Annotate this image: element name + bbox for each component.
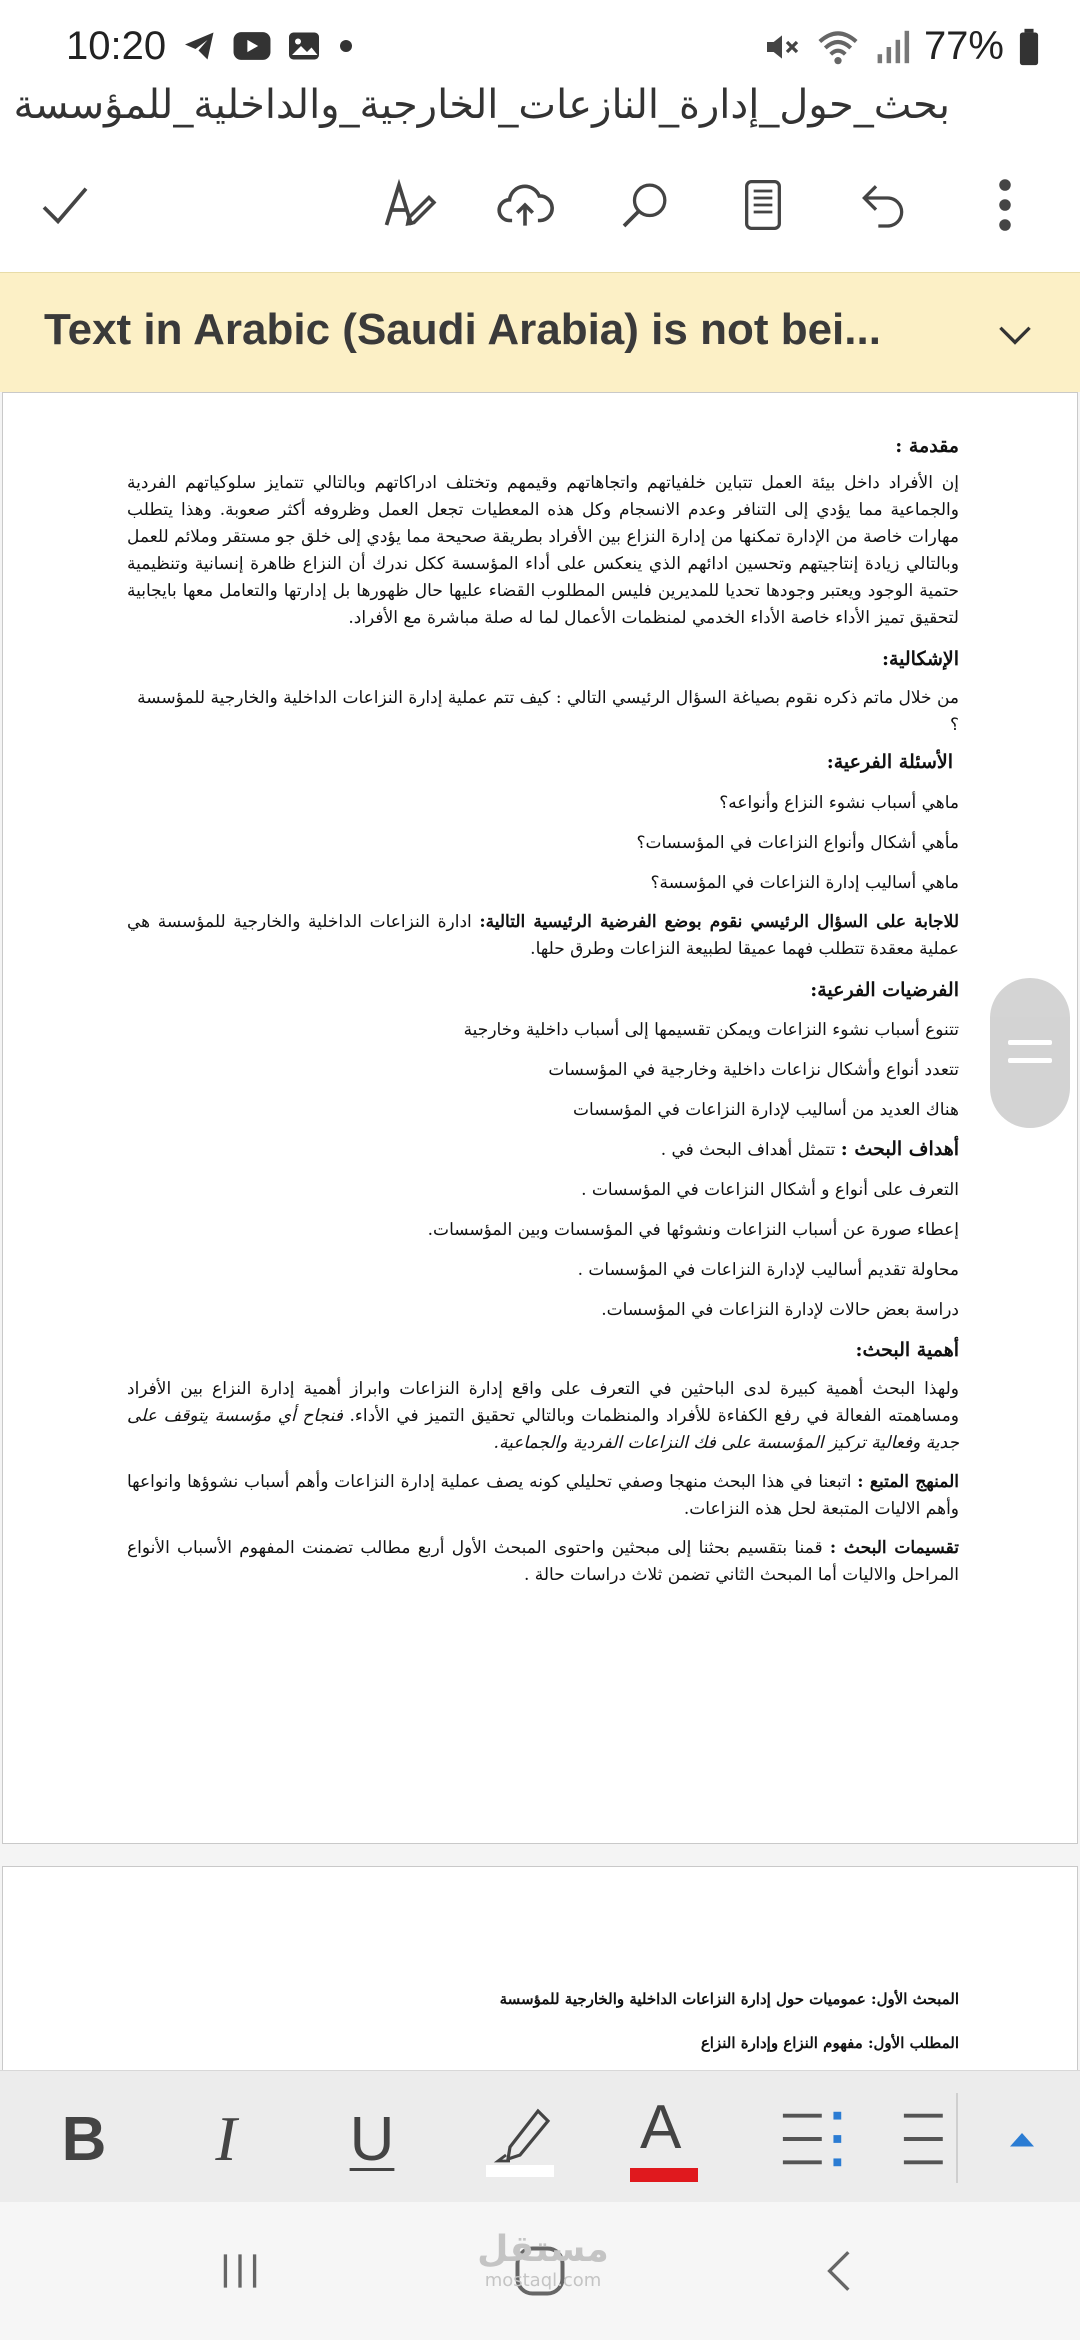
highlight-color-swatch — [486, 2165, 554, 2177]
dot-icon — [336, 28, 356, 64]
back-button[interactable] — [800, 2236, 880, 2306]
goal-item: محاولة تقديم أساليب لإدارة النزاعات في المؤسسات . — [577, 1260, 959, 1280]
method-text: اتبعنا في هذا البحث منهجا وصفي تحليلي كونه يصف عملية إدارة النزاعات وأهم أسباب نشوؤها وانواعها وأهم الاليات المتبعة لحل هذه النزاعات. — [127, 1472, 959, 1519]
method-paragraph — [127, 1469, 959, 1523]
page-2-content — [127, 1987, 959, 2055]
bullet-list-icon — [779, 2104, 849, 2174]
recent-apps-button[interactable] — [200, 2236, 280, 2306]
importance-text: ولهذا البحث أهمية كبيرة لدى الباحثين في التعرف على واقع إدارة النزاعات وابراز أهمية إدارة النزاع بين الأفراد ومساهمته الفعالة في رفع الكفاءة للأفراد والمنظمات وبالتالي تحقيق التميز في الأداء. — [127, 1379, 960, 1426]
mute-icon — [762, 27, 802, 67]
italic-label: I — [215, 2103, 237, 2174]
search-icon — [617, 177, 673, 233]
watermark-arabic: مستقل — [477, 2229, 609, 2270]
pen-draw-icon — [379, 175, 439, 235]
importance-italic-text: فنجاح أي مؤسسة يتوقف على جدية وفعالية تركيز المؤسسة على فك النزاعات الفردية والجماعية. — [127, 1406, 959, 1453]
subquestion-item: مأهي أشكال وأنواع النزاعات في المؤسسات؟ — [636, 833, 959, 853]
mobile-view-icon — [735, 177, 791, 233]
hypothesis-text: ادارة النزاعات الداخلية والخارجية للمؤسسة هي عملية معقدة تتطلب فهما عميقا لطبيعة النزاعات وطرق حلها. — [127, 912, 959, 959]
subhypotheses-heading: الفرضيات الفرعية: — [810, 979, 959, 1001]
division-lead: تقسيمات البحث : — [829, 1538, 960, 1558]
highlighter-icon — [482, 2099, 562, 2179]
battery-percentage: 77% — [923, 24, 1004, 68]
bullets-button[interactable] — [764, 2089, 864, 2189]
underline-label: U — [349, 2104, 395, 2174]
watermark-latin: mostaql.com — [484, 2270, 602, 2291]
scroll-handle[interactable] — [990, 978, 1070, 1128]
subhypothesis-item: تتنوع أسباب نشوء النزاعات ويمكن تقسيمها إلى أسباب داخلية وخارجية — [463, 1020, 959, 1040]
watermark — [468, 2230, 618, 2292]
expand-ribbon-button[interactable] — [974, 2089, 1070, 2189]
draw-button[interactable] — [364, 160, 454, 250]
problem-paragraph: من خلال ماتم ذكره نقوم بصياغة السؤال الرئيسي التالي : كيف تتم عملية إدارة النزاعات الداخلية والخارجية للمؤسسة ؟ — [137, 688, 959, 735]
wifi-icon — [816, 27, 860, 67]
subsection-1-heading: المطلب الأول: مفهوم النزاع وإدارة النزاع — [700, 2034, 959, 2052]
gallery-icon — [286, 28, 322, 64]
editor-toolbar — [0, 160, 1080, 270]
numbering-button[interactable] — [900, 2089, 960, 2189]
section-1-heading: المبحث الأول: عموميات حول إدارة النزاعات الداخلية والخارجية للمؤسسة — [499, 1990, 959, 2008]
goals-intro: تتمثل أهداف البحث في . — [660, 1140, 841, 1160]
undo-icon — [855, 177, 911, 233]
font-color-letter: A — [640, 2093, 682, 2162]
system-nav-bar — [0, 2202, 1080, 2340]
method-lead: المنهج المتبع : — [857, 1472, 960, 1492]
format-bar-divider — [956, 2093, 958, 2183]
document-canvas[interactable] — [0, 392, 1080, 2070]
more-vertical-icon — [985, 175, 1025, 235]
youtube-icon — [232, 28, 272, 64]
save-to-cloud-button[interactable] — [480, 160, 570, 250]
banner-message: Text in Arabic (Saudi Arabia) is not bei... — [44, 305, 881, 354]
search-button[interactable] — [600, 160, 690, 250]
hypothesis-lead: للاجابة على السؤال الرئيسي نقوم بوضع الفرضية الرئيسية التالية: — [479, 912, 959, 932]
undo-button[interactable] — [838, 160, 928, 250]
page-1-content — [127, 433, 959, 1589]
status-time: 10:20 — [66, 24, 167, 68]
status-notification-icons — [182, 28, 356, 64]
font-color-glyph — [624, 2094, 704, 2184]
formatting-bar — [0, 2070, 1080, 2202]
intro-paragraph: إن الأفراد داخل بيئة العمل تتباين خلفياتهم واتجاهاتهم وقيمهم وتختلف ادراكاتهم وبالتالي تتمايز سلوكياتهم الفردية والجماعية مما يؤدي إلى التنافر وعدم الانسجام وكل هذه المعطيات تجعل العمل وظروفه أكثر صعوبة. وهذا يتطلب مهارات خاصة من الإدارة تمكنها من إدارة النزاع بين الأفراد بطريقة صحيحة مما يؤدي إلى خلق جو مستقر وملائم للعمل وبالتالي زيادة إنتاجيتهم وتحسين ادائهم الذي ينعكس على أداء المؤسسة ككل ندرك أن النزاع ظاهرة إنسانية وتنظيمية حتمية الوجود ويعتبر وجودها تحديا للمديرين فليس المطلوب القضاء عليها حال ظهورها بل إدارتها والتعامل معها بايجابية لتحقيق تميز الأداء خاصة الأداء الخدمي لمنظمات الأعمال لما له صلة مباشرة مع الأفراد. — [127, 473, 959, 628]
italic-button[interactable] — [176, 2089, 276, 2189]
division-paragraph — [127, 1535, 959, 1589]
done-button[interactable] — [20, 160, 110, 250]
telegram-icon — [182, 28, 218, 64]
recent-apps-icon — [215, 2246, 265, 2296]
mobile-view-button[interactable] — [718, 160, 808, 250]
subquestion-item: ماهي أسباب نشوء النزاع وأنواعه؟ — [719, 793, 959, 813]
battery-icon — [1018, 27, 1040, 67]
importance-paragraph — [127, 1376, 959, 1457]
goals-heading: أهداف البحث : — [840, 1138, 959, 1160]
subhypothesis-item: هناك العديد من أساليب لإدارة النزاعات في المؤسسات — [573, 1100, 959, 1120]
font-color-button[interactable] — [614, 2089, 714, 2189]
goal-item: دراسة بعض حالات لإدارة النزاعات في المؤسسات. — [601, 1300, 959, 1320]
subquestion-item: ماهي أساليب إدارة النزاعات في المؤسسة؟ — [650, 873, 959, 893]
bold-button[interactable] — [34, 2089, 134, 2189]
more-options-button[interactable] — [960, 160, 1050, 250]
goals-line — [127, 1136, 959, 1164]
chevron-down-icon[interactable] — [990, 309, 1040, 359]
numbered-list-icon — [900, 2104, 970, 2174]
proofing-language-banner[interactable] — [0, 272, 1080, 392]
subquestions-heading: الأسئلة الفرعية: — [826, 751, 953, 773]
status-right-group — [762, 24, 1040, 69]
highlight-button[interactable] — [472, 2089, 572, 2189]
bold-label: B — [61, 2104, 107, 2174]
caret-up-icon — [1004, 2121, 1040, 2157]
font-color-swatch — [630, 2168, 698, 2182]
hypothesis-paragraph — [127, 909, 959, 963]
importance-heading: أهمية البحث: — [855, 1339, 959, 1361]
document-page-1[interactable] — [2, 392, 1078, 1844]
checkmark-icon — [37, 177, 93, 233]
subhypothesis-item: تتعدد أنواع وأشكال نزاعات داخلية وخارجية في المؤسسات — [548, 1060, 959, 1080]
goal-item: التعرف على أنواع و أشكال النزاعات في المؤسسات . — [581, 1180, 959, 1200]
signal-icon — [874, 27, 910, 67]
problem-heading: الإشكالية: — [881, 648, 959, 670]
cloud-upload-icon — [494, 174, 556, 236]
back-icon — [815, 2246, 865, 2296]
goal-item: إعطاء صورة عن أسباب النزاعات ونشوئها في المؤسسات وبين المؤسسات. — [427, 1220, 959, 1240]
underline-button[interactable] — [322, 2089, 422, 2189]
intro-heading: مقدمة : — [895, 435, 959, 457]
document-title: بحث_حول_إدارة_النازعات_الخارجية_والداخلية_للمؤسسة — [13, 82, 950, 128]
division-text: قمنا بتقسيم بحثنا إلى مبحثين واحتوى المبحث الأول أربع مطالب تضمنت المفهوم الأسباب الأنواع المراحل والاليات أما المبحث الثاني تضمن ثلاث دراسات حالة . — [127, 1538, 959, 1585]
